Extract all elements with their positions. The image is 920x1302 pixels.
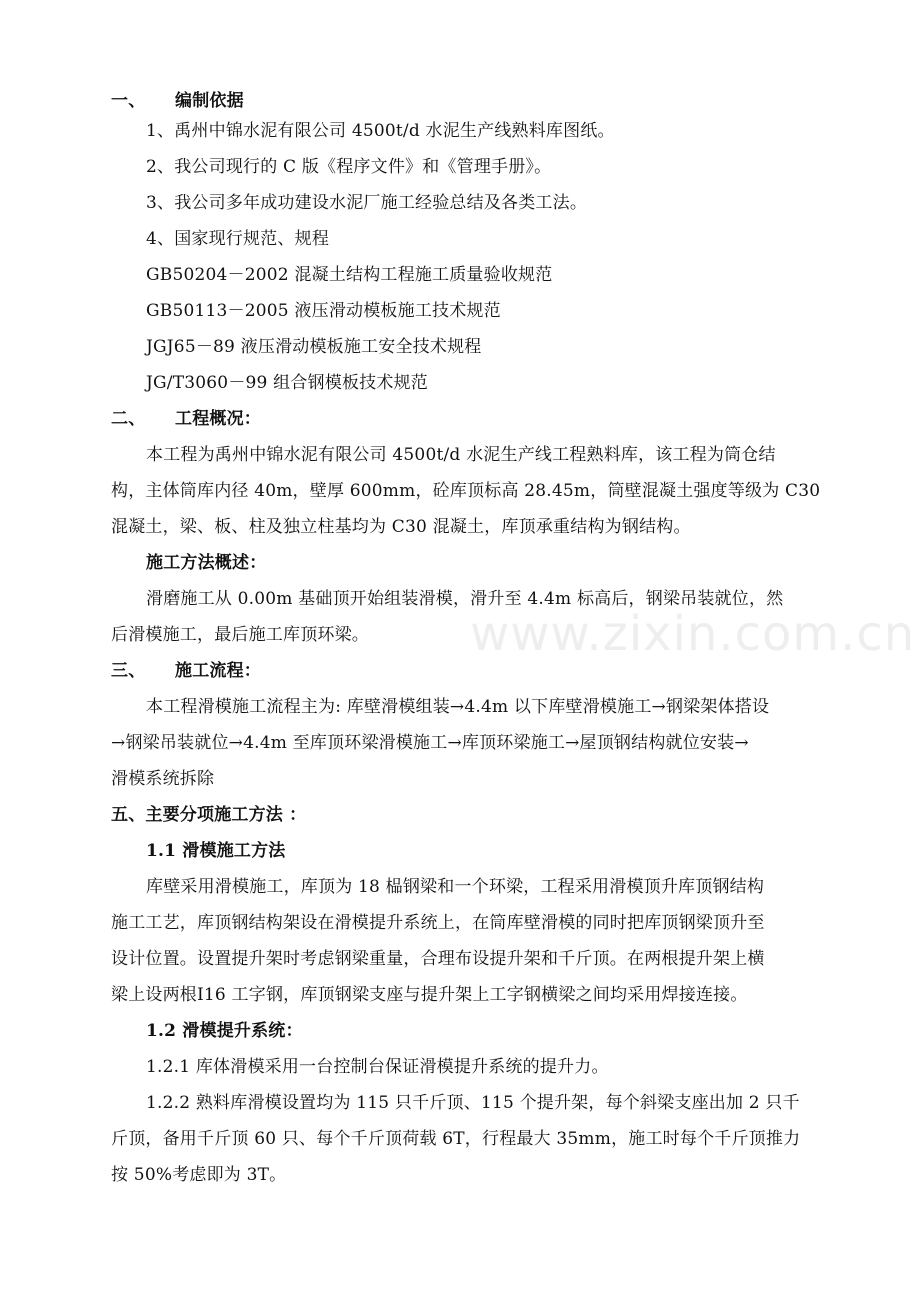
paragraph-line: →钢梁吊装就位→4.4m 至库顶环梁滑模施工→库顶环梁施工→屋顶钢结构就位安装→: [111, 733, 749, 753]
paragraph-line: 后滑模施工，最后施工库顶环梁。: [111, 625, 369, 645]
section-number: 三、: [111, 661, 146, 681]
section-2-heading: [111, 408, 261, 430]
paragraph-line: 本工程为禹州中锦水泥有限公司 4500t/d 水泥生产线工程熟料库，该工程为筒仓结: [146, 445, 776, 465]
paragraph-line: 构，主体筒库内径 40m，壁厚 600mm，砼库顶标高 28.45m，筒壁混凝土强度等级为 C30: [111, 481, 821, 501]
standard-item: JG/T3060－99 组合钢模板技术规范: [146, 373, 428, 393]
section-number: 二、: [111, 409, 146, 429]
section-3-heading: [111, 660, 261, 682]
section-title: 工程概况：: [175, 409, 261, 429]
paragraph-line: 库壁采用滑模施工，库顶为 18 榀钢梁和一个环梁，工程采用滑模顶升库顶钢结构: [146, 877, 765, 897]
basis-item: 4、国家现行规范、规程: [146, 229, 330, 249]
paragraph-line: 本工程滑模施工流程主为: 库壁滑模组装→4.4m 以下库壁滑模施工→钢梁架体搭设: [146, 697, 770, 717]
section-title: 施工流程：: [175, 661, 261, 681]
basis-item: 2、我公司现行的 C 版《程序文件》和《管理手册》。: [146, 157, 552, 177]
method-heading: 施工方法概述：: [146, 553, 267, 573]
section-5-heading: 五、主要分项施工方法 ：: [111, 805, 307, 825]
standard-item: JGJ65－89 液压滑动模板施工安全技术规程: [146, 337, 482, 357]
basis-item: 1、禹州中锦水泥有限公司 4500t/d 水泥生产线熟料库图纸。: [146, 121, 615, 141]
watermark: www.zixin.com.cn: [470, 606, 916, 662]
section-title: 编制依据: [175, 91, 244, 111]
paragraph-line: 施工工艺，库顶钢结构架设在滑模提升系统上，在筒库壁滑模的同时把库顶钢梁顶升至: [111, 913, 765, 933]
paragraph-line: 斤顶，备用千斤顶 60 只、每个千斤顶荷载 6T，行程最大 35mm，施工时每个千斤顶推力: [111, 1129, 801, 1149]
basis-item: 3、我公司多年成功建设水泥厂施工经验总结及各类工法。: [146, 193, 588, 213]
section-number: 一、: [111, 91, 146, 111]
paragraph-line: 滑磨施工从 0.00m 基础顶开始组装滑模，滑升至 4.4m 标高后，钢梁吊装就位，然: [146, 589, 784, 609]
paragraph-line: 1.2.2 熟料库滑模设置均为 115 只千斤顶、115 个提升架，每个斜梁支座出加 2 只千: [146, 1093, 800, 1113]
subsection-heading: 1.1 滑模施工方法: [146, 841, 286, 861]
standard-item: GB50113－2005 液压滑动模板施工技术规范: [146, 301, 501, 321]
paragraph-line: 混凝土，梁、板、柱及独立柱基均为 C30 混凝土，库顶承重结构为钢结构。: [111, 517, 691, 537]
paragraph-line: 梁上设两根Ⅰ16 工字钢，库顶钢梁支座与提升架上工字钢横梁之间均采用焊接连接。: [111, 985, 748, 1005]
paragraph-line: 滑模系统拆除: [111, 769, 215, 789]
subsection-heading: 1.2 滑模提升系统：: [146, 1021, 303, 1041]
section-1-heading: [111, 90, 244, 112]
standard-item: GB50204－2002 混凝土结构工程施工质量验收规范: [146, 265, 553, 285]
paragraph-line: 按 50%考虑即为 3T。: [111, 1165, 287, 1185]
paragraph-line: 设计位置。设置提升架时考虑钢梁重量，合理布设提升架和千斤顶。在两根提升架上横: [111, 949, 765, 969]
paragraph-line: 1.2.1 库体滑模采用一台控制台保证滑模提升系统的提升力。: [146, 1057, 609, 1077]
